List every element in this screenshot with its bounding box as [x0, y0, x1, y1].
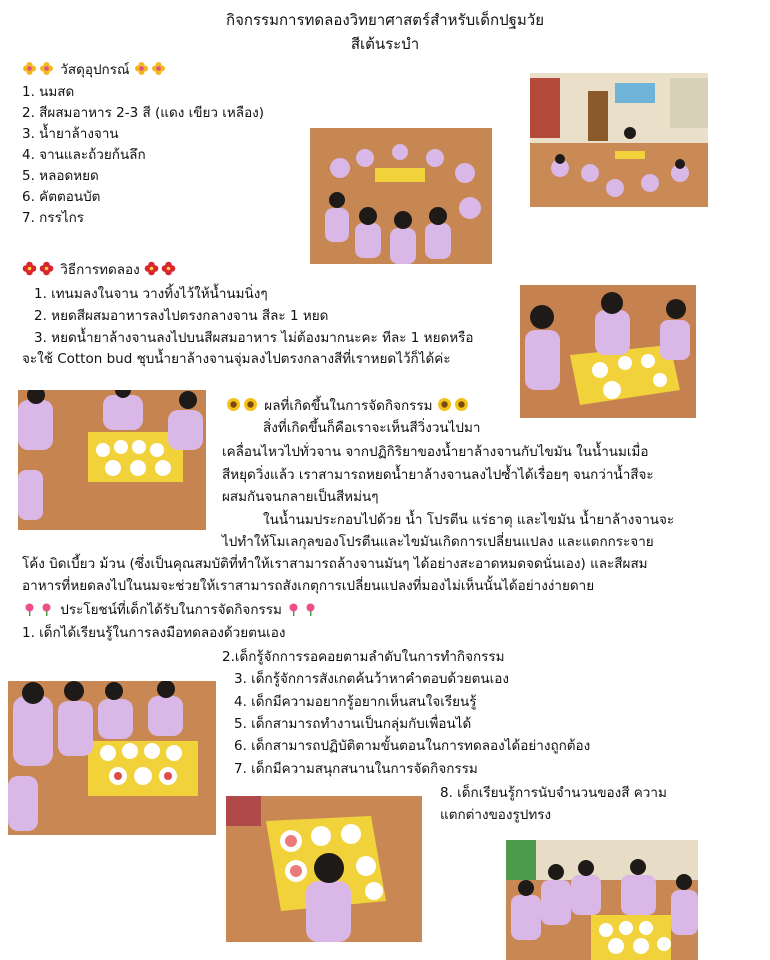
- pink-tulip-icon: [22, 601, 37, 616]
- result-line-8: อาหารที่หยดลงไปในนมจะช่วยให้เราสามารถสังเกตุการเปลี่ยนแปลงที่มองไม่เห็นนั้นได้อย่างง่ายดาย: [22, 578, 595, 594]
- benefit-item-7: 7. เด็กมีความสนุกสนานในการจัดกิจกรรม: [234, 761, 478, 777]
- method-step-1: 1. เทนมลงในจาน วางทิ้งไว้ให้น้ำนมนิ่งๆ: [34, 286, 268, 302]
- method-step-3: 3. หยดน้ำยาล้างจานลงไปบนสีผสมอาหาร ไม่ต้องมากนะคะ ทีละ 1 หยดหรือ: [34, 330, 474, 346]
- method-step-3-continued: จะใช้ Cotton bud ชุบน้ำยาล้างจานจุ่มลงไปตรงกลางสีที่เราหยดไว้ก็ได้ค่ะ: [22, 351, 451, 367]
- benefits-heading-row: [22, 598, 320, 620]
- list-item: 2. สีผสมอาหาร 2-3 สี (แดง เขียว เหลือง): [22, 105, 265, 121]
- sunflower-icon: [243, 397, 258, 412]
- pink-tulip-icon: [303, 601, 318, 616]
- sunflower-icon: [437, 397, 452, 412]
- result-line-4: ผสมกันจนกลายเป็นสีหม่นๆ: [222, 489, 379, 505]
- result-line-6: ไปทำให้โมเลกุลของโปรตีนและไขมันเกิดการเปลี่ยนแปลง และแตกกระจาย: [222, 534, 654, 550]
- list-item: 1. นมสด: [22, 84, 75, 100]
- pink-tulip-icon: [39, 601, 54, 616]
- benefits-heading: ประโยชน์ที่เด็กได้รับในการจัดกิจกรรม: [60, 602, 282, 618]
- red-hibiscus-icon: [22, 261, 37, 276]
- activity-photo-classroom: [530, 73, 708, 207]
- page-title: กิจกรรมการทดลองวิทยาศาสตร์สำหรับเด็กปฐมวัย: [226, 11, 544, 29]
- benefit-item-5: 5. เด็กสามารถทำงานเป็นกลุ่มกับเพื่อนได้: [234, 716, 472, 732]
- red-hibiscus-icon: [144, 261, 159, 276]
- benefit-item-8-continued: แตกต่างของรูปทรง: [440, 807, 552, 823]
- list-item: 7. กรรไกร: [22, 210, 85, 226]
- sunflower-icon: [226, 397, 241, 412]
- yellow-pink-flower-icon: [39, 61, 54, 76]
- benefit-item-6: 6. เด็กสามารถปฏิบัติตามขั้นตอนในการทดลองได้อย่างถูกต้อง: [234, 738, 591, 754]
- activity-photo-table-right: [520, 285, 696, 418]
- result-line-7: โค้ง บิดเบี้ยว ม้วน (ซึ่งเป็นคุณสมบัติที่ทำให้เราสามารถล้างจานมันๆ ได้อย่างสะอาดหมดจดนั่นเอง) และสีผสม: [22, 556, 648, 572]
- result-line-2: เคลื่อนไหวไปทั่วจาน จากปฏิกิริยาของน้ำยาล้างจานกับไขมัน ในน้ำนมเมื่อ: [222, 444, 649, 460]
- activity-photo-bottom-left: [8, 681, 216, 835]
- materials-heading-row: [22, 58, 168, 80]
- result-heading-row: [226, 394, 471, 416]
- page-subtitle: สีเต้นระบำ: [350, 35, 420, 53]
- list-item: 3. น้ำยาล้างจาน: [22, 126, 119, 142]
- method-heading: วิธีการทดลอง: [60, 262, 140, 278]
- result-line-3: สีหยุดวิ่งแล้ว เราสามารถหยดน้ำยาล้างจานลงไปซ้ำได้เรื่อยๆ จนกว่าน้ำสีจะ: [222, 467, 654, 483]
- sunflower-icon: [454, 397, 469, 412]
- pink-tulip-icon: [286, 601, 301, 616]
- result-heading: ผลที่เกิดขึ้นในการจัดกิจกรรม: [264, 398, 433, 414]
- benefit-item-8: 8. เด็กเรียนรู้การนับจำนวนของสี ความ: [440, 785, 667, 801]
- activity-photo-group-circle: [310, 128, 492, 264]
- method-heading-row: [22, 258, 178, 280]
- list-item: 5. หลอดหยด: [22, 168, 99, 184]
- activity-photo-bottom-middle: [226, 796, 422, 942]
- yellow-pink-flower-icon: [134, 61, 149, 76]
- activity-photo-table-left: [18, 390, 206, 530]
- red-hibiscus-icon: [39, 261, 54, 276]
- red-hibiscus-icon: [161, 261, 176, 276]
- list-item: 6. คัตตอนบัต: [22, 189, 101, 205]
- result-line-1: สิ่งที่เกิดขึ้นก็คือเราจะเห็นสีวิ่งวนไปมา: [263, 420, 481, 436]
- benefit-item-3: 3. เด็กรู้จักการสังเกตค้นว้าหาคำตอบด้วยตนเอง: [234, 671, 509, 687]
- benefit-item-2: 2.เด็กรู้จักการรอคอยตามลำดับในการทำกิจกรรม: [222, 649, 505, 665]
- yellow-pink-flower-icon: [151, 61, 166, 76]
- benefit-item-1: 1. เด็กได้เรียนรู้ในการลงมือทดลองด้วยตนเอง: [22, 625, 286, 641]
- list-item: 4. จานและถ้วยก้นลึก: [22, 147, 146, 163]
- materials-list: [22, 82, 264, 229]
- materials-heading: วัสดุอุปกรณ์: [60, 62, 130, 78]
- yellow-pink-flower-icon: [22, 61, 37, 76]
- benefit-item-4: 4. เด็กมีความอยากรู้อยากเห็นสนใจเรียนรู้: [234, 694, 477, 710]
- method-step-2: 2. หยดสีผสมอาหารลงไปตรงกลางจาน สีละ 1 หยด: [34, 308, 329, 324]
- result-line-5: ในน้ำนมประกอบไปด้วย น้ำ โปรตีน แร่ธาตุ และไขมัน น้ำยาล้างจานจะ: [263, 512, 675, 528]
- activity-photo-bottom-right: [506, 840, 698, 960]
